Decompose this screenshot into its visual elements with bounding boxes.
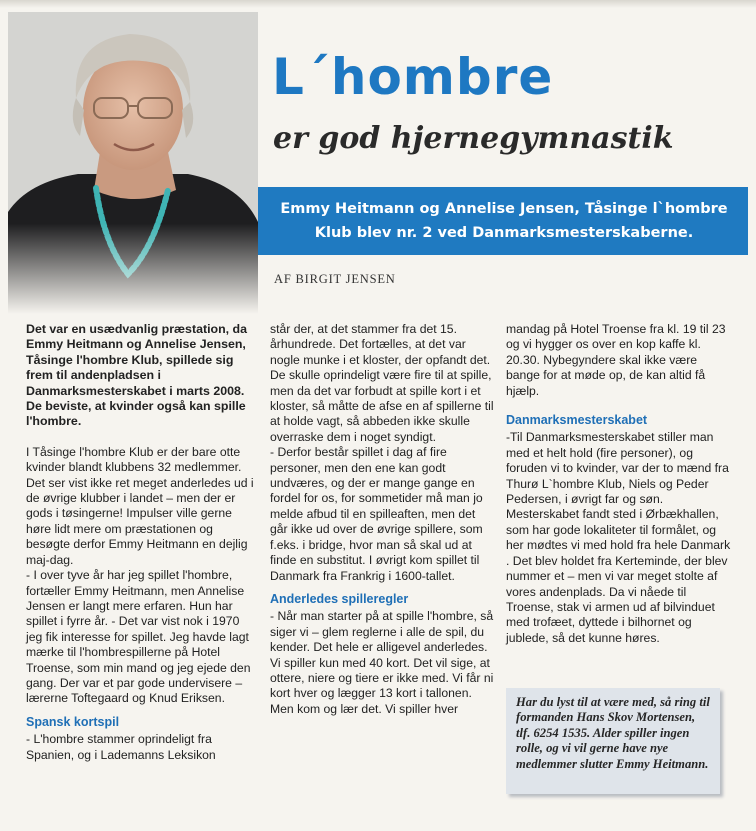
paragraph: - I over tyve år har jeg spillet l'hombre, fortæller Emmy Heitmann, men Annelise Jensen er langt mere erfaren. Hun har spillet i fyrre år. - Det var vist nok i 1970 jeg fik interesse for spillet. Jeg havde lagt mærke til l'hombrespillerne på Hotel Troense, som min mand og jeg ejede den gang. Der var et par gode undervisere – lærerne Toftegaard og Knud Eriksen. bbox=[26, 568, 251, 706]
paragraph: I Tåsinge l'hombre Klub er der bare otte kvinder blandt klubbens 32 medlemmer. Det ser vist ikke ret meget anderledes ud i de øvrige klubber i landet – men der er gods i tøsingerne! Impulser ville gerne høre lidt mere om præstationen og besøgte derfor Emmy Heitmann en dejlig maj-dag. bbox=[26, 444, 254, 567]
paragraph: står der, at det stammer fra det 15. århundrede. Det fortælles, at det var nogle munke i et kloster, der opfandt det. De skulle oprindeligt være fire til at spille, men da det var forbudt at spille kort i et kloster, så måtte de afse en af spillerne til at holde vagt, så abbeden ikke skulle overraske dem i noget syndigt. bbox=[270, 322, 494, 444]
lead-paragraph: Det var en usædvanlig præstation, da Emmy Heitmann og Annelise Jensen, Tåsinge l'hombre Klub, spillede sig frem til andenpladsen i Danmarksmesterskabet i marts 2008. De beviste, at kvinder også kan spille l'hombre. bbox=[26, 322, 248, 429]
column-2 bbox=[270, 322, 496, 717]
paragraph: mandag på Hotel Troense fra kl. 19 til 23 og vi hygger os over en kop kaffe kl. 20.30. Nybegyndere skal ikke være bange for at møde op, de kan altid få hjælp. bbox=[506, 322, 726, 398]
paragraph: - L'hombre stammer oprindeligt fra Spanien, og i Lademanns Leksikon bbox=[26, 732, 216, 762]
intro-banner: Emmy Heitmann og Annelise Jensen, Tåsinge l`hombre Klub blev nr. 2 ved Danmarksmesterskaberne. bbox=[258, 187, 748, 255]
paragraph: - Derfor består spillet i dag af fire personer, men den ene kan godt undværes, og der er mange gange en fordel for os, for sommetider må man jo melde afbud til en spilleaften, men det går ikke ud over de øvrige spillere, som f.eks. i bridge, hvor man så skal ud at finde en substitut. I øvrigt kom spillet til Danmark fra Frankrig i 1600-tallet. bbox=[270, 445, 483, 583]
section-heading: Danmarksmesterskabet bbox=[506, 413, 648, 428]
column-3 bbox=[506, 322, 732, 646]
article-subtitle: er god hjernegymnastik bbox=[273, 121, 674, 156]
article-title: L´hombre bbox=[272, 48, 554, 106]
byline: AF BIRGIT JENSEN bbox=[274, 272, 396, 286]
section-heading: Anderledes spilleregler bbox=[270, 591, 409, 606]
portrait-illustration bbox=[8, 12, 258, 314]
section-heading: Spansk kortspil bbox=[26, 714, 120, 729]
page-edge bbox=[0, 0, 756, 8]
portrait-photo bbox=[8, 12, 258, 314]
info-box: Har du lyst til at være med, så ring til formanden Hans Skov Mortensen, tlf. 6254 1535. Alder spiller ingen rolle, og vi vil gerne have nye medlemmer slutter Emmy Heitmann. bbox=[506, 688, 720, 794]
paragraph: -Til Danmarksmesterskabet stiller man med et helt hold (fire personer), og foruden vi to kvinder, var der to mænd fra Thurø L`hombre Klub, Niels og Peder Pedersen, i øvrigt far og søn. Mesterskabet fandt sted i Ørbækhallen, som har gode lokaliteter til formålet, og her mødtes vi med hold fra hele Danmark . Det blev holdet fra Kerteminde, der blev nummer et – men vi var meget stolte af vores andenplads. Da vi nåede til Troense, stak vi armen ud af bilvinduet med trofæet, dyttede i bilhornet og jublede, så det kunne høres. bbox=[506, 430, 731, 645]
paragraph: - Når man starter på at spille l'hombre, så siger vi – glem reglerne i alle de spil, du kender. Det hele er alligevel anderledes. Vi spiller kun med 40 kort. Det vil sige, at ottere, niere og tiere er ikke med. Vi får ni kort hver og lægger 13 kort i tallonen. Men kom og lær det. Vi spiller hver bbox=[270, 609, 494, 716]
column-1 bbox=[26, 322, 254, 763]
